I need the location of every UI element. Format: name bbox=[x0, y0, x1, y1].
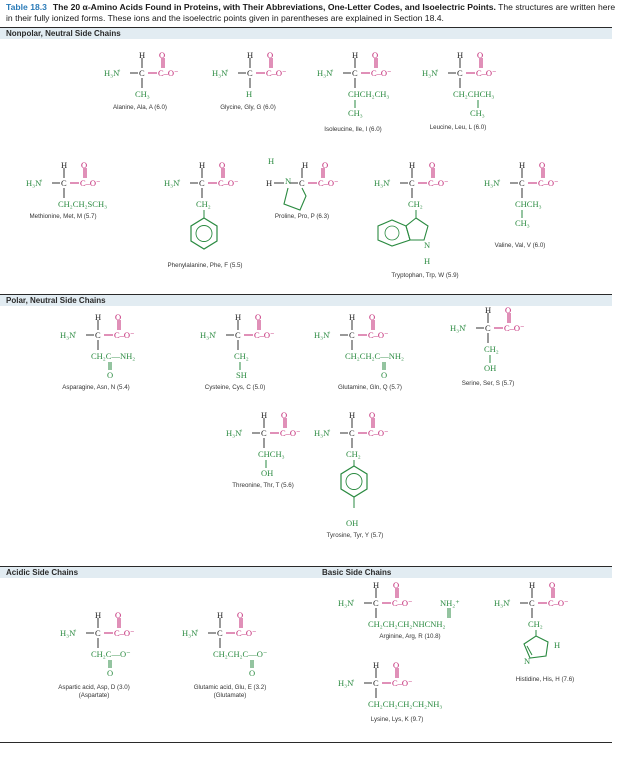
formula-backbone-o: O bbox=[505, 305, 512, 315]
formula-backbone-amine: H₃N̊ bbox=[164, 178, 180, 188]
table-number: Table 18.3 bbox=[6, 2, 47, 12]
formula-amino_acids-aspartic-side-0: CH₂C—O⁻ bbox=[91, 649, 131, 659]
formula-backbone-alpha: C bbox=[349, 330, 355, 340]
formula-amino_acids-glutamine-side-0: CH₂CH₂C—NH₂ bbox=[345, 351, 404, 361]
formula-amino_acids-glutamic-side-0: CH₂CH₂C—O⁻ bbox=[213, 649, 268, 659]
formula-amino_acids-histidine-side-1: N bbox=[524, 656, 531, 666]
formula-backbone-o: O bbox=[281, 410, 288, 420]
formula-amino_acids-leucine-side-0: CH₂CHCH₃ bbox=[453, 89, 495, 99]
formula-backbone-carboxylate: C–O⁻ bbox=[254, 330, 275, 340]
formula-backbone-h: H bbox=[139, 50, 146, 60]
leucine-name: Leucine, Leu, L (6.0) bbox=[429, 124, 487, 131]
formula-backbone-h: H bbox=[485, 305, 492, 315]
leucine-bonds bbox=[418, 50, 498, 120]
formula-backbone-h: H bbox=[261, 410, 268, 420]
formula-backbone-h: H bbox=[349, 312, 356, 322]
formula-backbone-alpha: C bbox=[139, 68, 145, 78]
formula-amino_acids-proline-side-1: N bbox=[285, 176, 292, 186]
formula-backbone-o: O bbox=[115, 312, 122, 322]
arginine-bonds bbox=[334, 580, 474, 640]
formula-backbone-h: H bbox=[352, 50, 359, 60]
formula-backbone-alpha: C bbox=[352, 68, 358, 78]
formula-amino_acids-threonine-side-0: CHCH₃ bbox=[258, 449, 285, 459]
formula-backbone-o: O bbox=[115, 610, 122, 620]
formula-backbone-carboxylate: C–O⁻ bbox=[504, 323, 525, 333]
formula-backbone-amine: H₃N̊ bbox=[314, 330, 330, 340]
formula-backbone-carboxylate: C–O⁻ bbox=[80, 178, 101, 188]
formula-backbone-amine: H₃N̊ bbox=[422, 68, 438, 78]
aspartate-name: (Aspartate) bbox=[78, 692, 110, 699]
formula-amino_acids-asparagine-side-0: CH₂C—NH₂ bbox=[91, 351, 136, 361]
formula-backbone-amine: H₃N̊ bbox=[212, 68, 228, 78]
formula-backbone-alpha: C bbox=[409, 178, 415, 188]
alanine-name: Alanine, Ala, A (6.0) bbox=[112, 104, 167, 111]
lysine-name: Lysine, Lys, K (9.7) bbox=[370, 716, 424, 723]
tyrosine-name: Tyrosine, Tyr, Y (5.7) bbox=[326, 532, 384, 539]
formula-backbone-alpha: C bbox=[235, 330, 241, 340]
formula-amino_acids-serine-side-0: CH₂ bbox=[484, 344, 499, 354]
formula-backbone-h: H bbox=[457, 50, 464, 60]
formula-backbone-alpha: C bbox=[95, 628, 101, 638]
formula-backbone-alpha: C bbox=[247, 68, 253, 78]
formula-backbone-carboxylate: C–O⁻ bbox=[114, 330, 135, 340]
formula-amino_acids-isoleucine-side-0: CHCH₂CH₃ bbox=[348, 89, 390, 99]
formula-backbone-o: O bbox=[369, 312, 376, 322]
table-description: The structures are written here in their fully ionized forms. These ions and the isoelectric points given in parentheses are explained in Section 18.4. bbox=[6, 2, 616, 23]
formula-backbone-carboxylate: C–O⁻ bbox=[114, 628, 135, 638]
formula-backbone-carboxylate: C–O⁻ bbox=[280, 428, 301, 438]
formula-backbone-alpha: C bbox=[261, 428, 267, 438]
formula-backbone-h: H bbox=[266, 178, 273, 188]
formula-backbone-alpha: C bbox=[485, 323, 491, 333]
serine-name: Serine, Ser, S (5.7) bbox=[461, 380, 515, 387]
formula-backbone-o: O bbox=[237, 610, 244, 620]
formula-amino_acids-tryptophan-side-2: H bbox=[424, 256, 431, 266]
formula-backbone-alpha: C bbox=[217, 628, 223, 638]
valine-name: Valine, Val, V (6.0) bbox=[494, 242, 546, 249]
formula-amino_acids-cysteine-side-1: SH bbox=[236, 370, 247, 380]
formula-backbone-o: O bbox=[255, 312, 262, 322]
aspartic-acid-name: Aspartic acid, Asp, D (3.0) bbox=[58, 684, 130, 691]
formula-amino_acids-glutamic-side-1: O bbox=[249, 668, 256, 678]
formula-backbone-h: H bbox=[235, 312, 242, 322]
formula-backbone-h: H bbox=[61, 160, 68, 170]
formula-amino_acids-aspartic-side-1: O bbox=[107, 668, 114, 678]
formula-backbone-carboxylate: C–O⁻ bbox=[548, 598, 569, 608]
formula-backbone-carboxylate: C–O⁻ bbox=[476, 68, 497, 78]
formula-backbone-o: O bbox=[267, 50, 274, 60]
formula-amino_acids-alanine-side-0: CH₃ bbox=[135, 89, 150, 99]
formula-backbone-alpha: C bbox=[199, 178, 205, 188]
formula-backbone-o: O bbox=[429, 160, 436, 170]
formula-amino_acids-proline-side-0: H bbox=[268, 156, 275, 166]
formula-backbone-amine: H₃N̊ bbox=[60, 628, 76, 638]
formula-backbone-h: H bbox=[409, 160, 416, 170]
formula-backbone-carboxylate: C–O⁻ bbox=[236, 628, 257, 638]
glutamic-acid-name: Glutamic acid, Glu, E (3.2) bbox=[193, 684, 267, 691]
formula-amino_acids-valine-side-1: CH₃ bbox=[515, 218, 530, 228]
formula-backbone-amine: H₃N̊ bbox=[60, 330, 76, 340]
formula-backbone-h: H bbox=[247, 50, 254, 60]
formula-backbone-amine: H₃N̊ bbox=[494, 598, 510, 608]
formula-amino_acids-tryptophan-side-1: N bbox=[424, 240, 431, 250]
formula-backbone-amine: H₃N̊ bbox=[226, 428, 242, 438]
formula-backbone-h: H bbox=[529, 580, 536, 590]
glutamate-name: (Glutamate) bbox=[213, 692, 247, 699]
glycine-name: Glycine, Gly, G (6.0) bbox=[220, 104, 276, 111]
formula-backbone-alpha: C bbox=[373, 598, 379, 608]
formula-backbone-amine: H₃N̊ bbox=[484, 178, 500, 188]
formula-backbone-carboxylate: C–O⁻ bbox=[392, 598, 413, 608]
formula-amino_acids-phenylalanine-side-0: CH₂ bbox=[196, 199, 211, 209]
formula-backbone-carboxylate: C–O⁻ bbox=[266, 68, 287, 78]
formula-amino_acids-arginine-side-0: CH₂CH₂CH₂NHCNH₂ bbox=[368, 619, 446, 629]
formula-amino_acids-isoleucine-side-1: CH₃ bbox=[348, 108, 363, 118]
formula-amino_acids-histidine-side-2: H bbox=[554, 640, 561, 650]
formula-backbone-o: O bbox=[81, 160, 88, 170]
formula-amino_acids-methionine-side-0: CH₂CH₂SCH₃ bbox=[58, 199, 108, 209]
table-title: The 20 α-Amino Acids Found in Proteins, with Their Abbreviations, One-Letter Codes, and Isoelectric Points. bbox=[52, 2, 496, 12]
formula-backbone-amine: H₃N̊ bbox=[317, 68, 333, 78]
formula-backbone-amine: H₃N̊ bbox=[26, 178, 42, 188]
formula-backbone-alpha: C bbox=[529, 598, 535, 608]
formula-amino_acids-threonine-side-1: OH bbox=[261, 468, 274, 478]
formula-amino_acids-asparagine-side-1: O bbox=[107, 370, 114, 380]
formula-backbone-o: O bbox=[159, 50, 166, 60]
formula-backbone-o: O bbox=[393, 660, 400, 670]
formula-backbone-amine: H₃N̊ bbox=[104, 68, 120, 78]
formula-backbone-h: H bbox=[373, 660, 380, 670]
section-title-acidic: Acidic Side Chains bbox=[6, 568, 79, 577]
formula-backbone-carboxylate: C–O⁻ bbox=[392, 678, 413, 688]
tryptophan-name: Tryptophan, Trp, W (5.9) bbox=[391, 272, 459, 279]
formula-backbone-amine: H₃N̊ bbox=[200, 330, 216, 340]
formula-amino_acids-glycine-side-0: H bbox=[246, 89, 253, 99]
formula-backbone-carboxylate: C–O⁻ bbox=[538, 178, 559, 188]
formula-backbone-o: O bbox=[393, 580, 400, 590]
formula-amino_acids-leucine-side-1: CH₃ bbox=[470, 108, 485, 118]
formula-amino_acids-cysteine-side-0: CH₂ bbox=[234, 351, 249, 361]
proline-name: Proline, Pro, P (6.3) bbox=[274, 213, 330, 220]
phenylalanine-name: Phenylalanine, Phe, F (5.5) bbox=[167, 262, 243, 269]
isoleucine-name: Isoleucine, Ile, I (6.0) bbox=[324, 126, 382, 133]
formula-amino_acids-tyrosine-side-1: OH bbox=[346, 518, 359, 528]
formula-backbone-amine: H₃N̊ bbox=[314, 428, 330, 438]
formula-backbone-carboxylate: C–O⁻ bbox=[371, 68, 392, 78]
formula-backbone-h: H bbox=[373, 580, 380, 590]
formula-backbone-amine: H₃N̊ bbox=[374, 178, 390, 188]
formula-backbone-o: O bbox=[369, 410, 376, 420]
formula-backbone-amine: H₃N̊ bbox=[450, 323, 466, 333]
formula-backbone-o: O bbox=[372, 50, 379, 60]
asparagine-bonds bbox=[56, 312, 136, 382]
formula-backbone-alpha: C bbox=[299, 178, 305, 188]
asparagine-name: Asparagine, Asn, N (5.4) bbox=[62, 384, 130, 391]
formula-amino_acids-lysine-side-0: CH₂CH₂CH₂CH₂NH₃ bbox=[368, 699, 443, 709]
formula-backbone-h: H bbox=[349, 410, 356, 420]
formula-amino_acids-serine-side-1: OH bbox=[484, 363, 497, 373]
formula-backbone-amine: H₃N̊ bbox=[182, 628, 198, 638]
formula-backbone-alpha: C bbox=[373, 678, 379, 688]
section-title-polar: Polar, Neutral Side Chains bbox=[6, 296, 106, 305]
formula-amino_acids-arginine-side-1: NH₂⁺ bbox=[440, 598, 460, 608]
glutamine-name: Glutamine, Gln, Q (5.7) bbox=[338, 384, 402, 391]
formula-backbone-o: O bbox=[549, 580, 556, 590]
formula-backbone-h: H bbox=[302, 160, 309, 170]
formula-amino_acids-tryptophan-side-0: CH₂ bbox=[408, 199, 423, 209]
formula-backbone-h: H bbox=[519, 160, 526, 170]
lysine-bonds bbox=[334, 660, 434, 720]
formula-backbone-h: H bbox=[199, 160, 206, 170]
formula-backbone-alpha: C bbox=[519, 178, 525, 188]
formula-backbone-alpha: C bbox=[349, 428, 355, 438]
formula-backbone-amine: H₃N̊ bbox=[338, 678, 354, 688]
formula-backbone-carboxylate: C–O⁻ bbox=[218, 178, 239, 188]
histidine-name: Histidine, His, H (7.6) bbox=[515, 676, 575, 683]
formula-backbone-o: O bbox=[539, 160, 546, 170]
section-title-nonpolar: Nonpolar, Neutral Side Chains bbox=[6, 29, 121, 38]
formula-backbone-h: H bbox=[95, 312, 102, 322]
formula-amino_acids-glutamine-side-1: O bbox=[381, 370, 388, 380]
arginine-name: Arginine, Arg, R (10.8) bbox=[379, 633, 441, 640]
formula-backbone-amine: H₃N̊ bbox=[338, 598, 354, 608]
glutamine-bonds bbox=[310, 312, 410, 382]
formula-backbone-alpha: C bbox=[61, 178, 67, 188]
formula-amino_acids-tyrosine-side-0: CH₂ bbox=[346, 449, 361, 459]
formula-backbone-alpha: C bbox=[457, 68, 463, 78]
section-band-acidic bbox=[0, 567, 612, 578]
formula-backbone-h: H bbox=[217, 610, 224, 620]
formula-backbone-carboxylate: C–O⁻ bbox=[368, 330, 389, 340]
formula-backbone-o: O bbox=[219, 160, 226, 170]
formula-backbone-h: H bbox=[95, 610, 102, 620]
methionine-name: Methionine, Met, M (5.7) bbox=[29, 213, 97, 220]
formula-backbone-carboxylate: C–O⁻ bbox=[318, 178, 339, 188]
formula-backbone-carboxylate: C–O⁻ bbox=[368, 428, 389, 438]
table-caption bbox=[6, 2, 622, 24]
formula-backbone-alpha: C bbox=[95, 330, 101, 340]
cysteine-name: Cysteine, Cys, C (5.0) bbox=[204, 384, 266, 391]
formula-backbone-o: O bbox=[477, 50, 484, 60]
phenylalanine-bonds bbox=[160, 160, 250, 270]
formula-amino_acids-histidine-side-0: CH₂ bbox=[528, 619, 543, 629]
formula-backbone-carboxylate: C–O⁻ bbox=[158, 68, 179, 78]
formula-backbone-o: O bbox=[322, 160, 329, 170]
section-title-basic: Basic Side Chains bbox=[322, 568, 392, 577]
bottom-rule bbox=[0, 742, 612, 743]
formula-backbone-carboxylate: C–O⁻ bbox=[428, 178, 449, 188]
threonine-name: Threonine, Thr, T (5.6) bbox=[232, 482, 294, 489]
formula-amino_acids-valine-side-0: CHCH₃ bbox=[515, 199, 542, 209]
